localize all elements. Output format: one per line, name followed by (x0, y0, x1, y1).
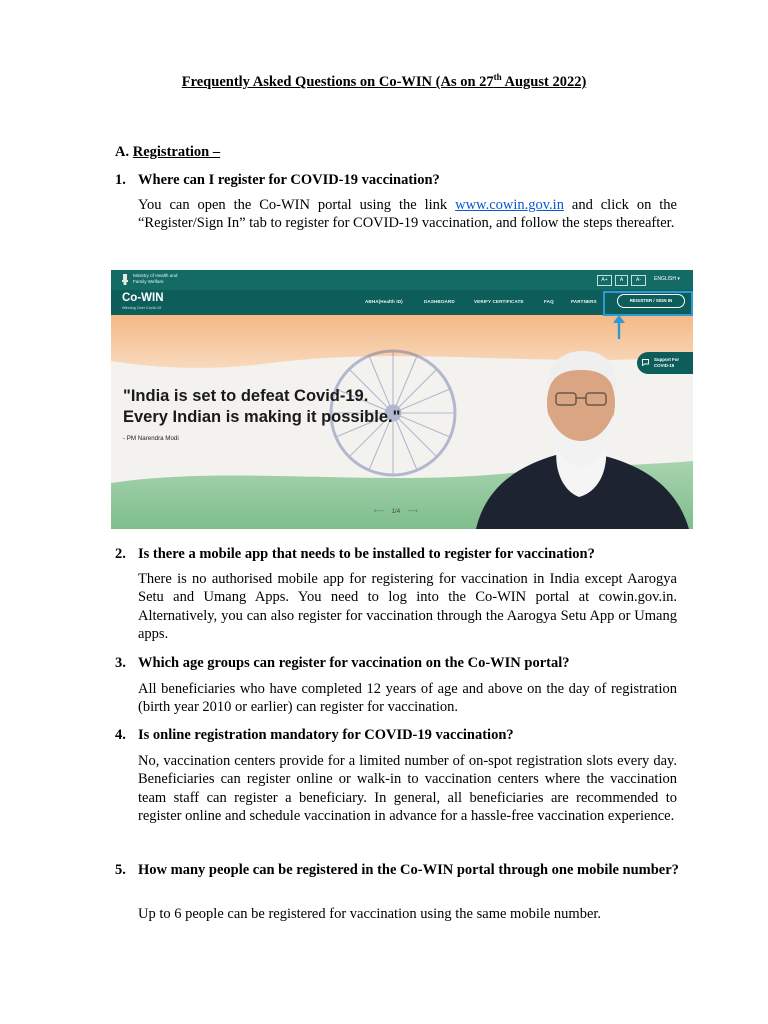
quote-attribution: - PM Narendra Modi (123, 435, 179, 442)
title-text-end: August 2022) (501, 74, 587, 90)
ministry-top-bar (111, 270, 693, 290)
support-label: COVID-19 (654, 363, 675, 368)
support-covid-button[interactable] (637, 352, 693, 374)
chat-icon (642, 359, 649, 366)
nav-partners[interactable]: PARTNERS (571, 299, 597, 304)
question-text: Is there a mobile app that needs to be installed to register for vaccination? (138, 546, 595, 562)
logo-tagline: Winning Over Covid-19 (122, 306, 162, 310)
document-title (0, 74, 768, 91)
quote-line: Every Indian is making it possible." (123, 408, 401, 426)
section-label: Registration – (132, 144, 221, 160)
banner-quote (123, 386, 400, 428)
question-1 (115, 171, 680, 189)
question-4 (115, 726, 680, 744)
pager-count: 1/4 (391, 509, 401, 515)
ministry-name (133, 273, 177, 285)
nav-verify-certificate[interactable]: VERIFY CERTIFICATE (474, 299, 524, 304)
carousel-pager (374, 507, 418, 515)
question-text: Which age groups can register for vaccination on the Co-WIN portal? (138, 655, 570, 671)
answer-1 (138, 196, 677, 233)
answer-2: There is no authorised mobile app for registering for vaccination in India except Aarogya Setu and Umang Apps. You need to log into the Co-WIN portal at cowin.gov.in. Alternatively, you can also register for vaccination through the Aarogya Setu App or Umang apps. (138, 571, 677, 642)
font-decrease-button[interactable]: A- (631, 275, 646, 286)
cowin-link[interactable]: www.cowin.gov.in (455, 197, 564, 213)
question-3 (115, 654, 680, 672)
question-number: 1. (115, 172, 126, 188)
answer-3: All beneficiaries who have completed 12 years of age and above on the day of registration (birth year 2010 or earlier) can register for vaccination. (138, 681, 677, 716)
answer-4: No, vaccination centers provide for a limited number of on-spot registration slots every day. Beneficiaries can register online or walk-in to vaccination centers where the vaccination team staff can register a beneficiary. In general, all beneficiaries are recommended to register online and schedule vaccination in advance for a hassle-free vaccination experience. (138, 753, 677, 824)
language-selector[interactable]: ENGLISH ▾ (654, 276, 680, 282)
question-text: How many people can be registered in the Co-WIN portal through one mobile number? (138, 862, 679, 878)
register-sign-in-button[interactable]: REGISTER / SIGN IN (617, 294, 685, 308)
question-5 (115, 861, 680, 879)
section-heading (115, 144, 220, 161)
arrow-up-icon (611, 314, 627, 340)
question-2 (115, 545, 680, 563)
title-superscript: th (493, 72, 502, 83)
question-number: 4. (115, 727, 126, 743)
question-number: 5. (115, 862, 126, 878)
portrait-image (461, 315, 693, 529)
question-text: Where can I register for COVID-19 vaccination? (138, 172, 440, 188)
nav-dashboard[interactable]: DASHBOARD (424, 299, 455, 304)
arrow-left-icon[interactable]: ⟵ (374, 508, 385, 515)
answer-text: You can open the Co-WIN portal using the link (138, 197, 456, 213)
nav-abha[interactable]: ABHA(Health ID) (365, 299, 403, 304)
support-label: Support For (654, 357, 680, 362)
ministry-line: Family Welfare (133, 279, 164, 284)
answer-text-end: and click on the “Register/Sign In” tab to register for COVID-19 vaccination, and follow the steps thereafter. (138, 197, 677, 232)
section-letter: A. (115, 144, 133, 160)
cowin-logo[interactable]: Co-WIN (122, 292, 164, 304)
ministry-line: Ministry of Health and (133, 273, 178, 278)
nav-faq[interactable]: FAQ (544, 299, 554, 304)
question-number: 3. (115, 655, 126, 671)
question-text: Is online registration mandatory for COVID-19 vaccination? (138, 727, 514, 743)
font-increase-button[interactable]: A+ (597, 275, 612, 286)
question-number: 2. (115, 546, 126, 562)
answer-5: Up to 6 people can be registered for vaccination using the same mobile number. (138, 906, 602, 922)
arrow-right-icon[interactable]: ⟶ (407, 508, 418, 515)
national-emblem-icon (121, 273, 129, 286)
highlight-box (603, 291, 693, 316)
cowin-website-screenshot (111, 270, 693, 529)
quote-line: "India is set to defeat Covid-19. (123, 387, 369, 405)
title-text: Frequently Asked Questions on Co-WIN (As on 27 (181, 74, 494, 90)
font-normal-button[interactable]: A (615, 275, 628, 286)
